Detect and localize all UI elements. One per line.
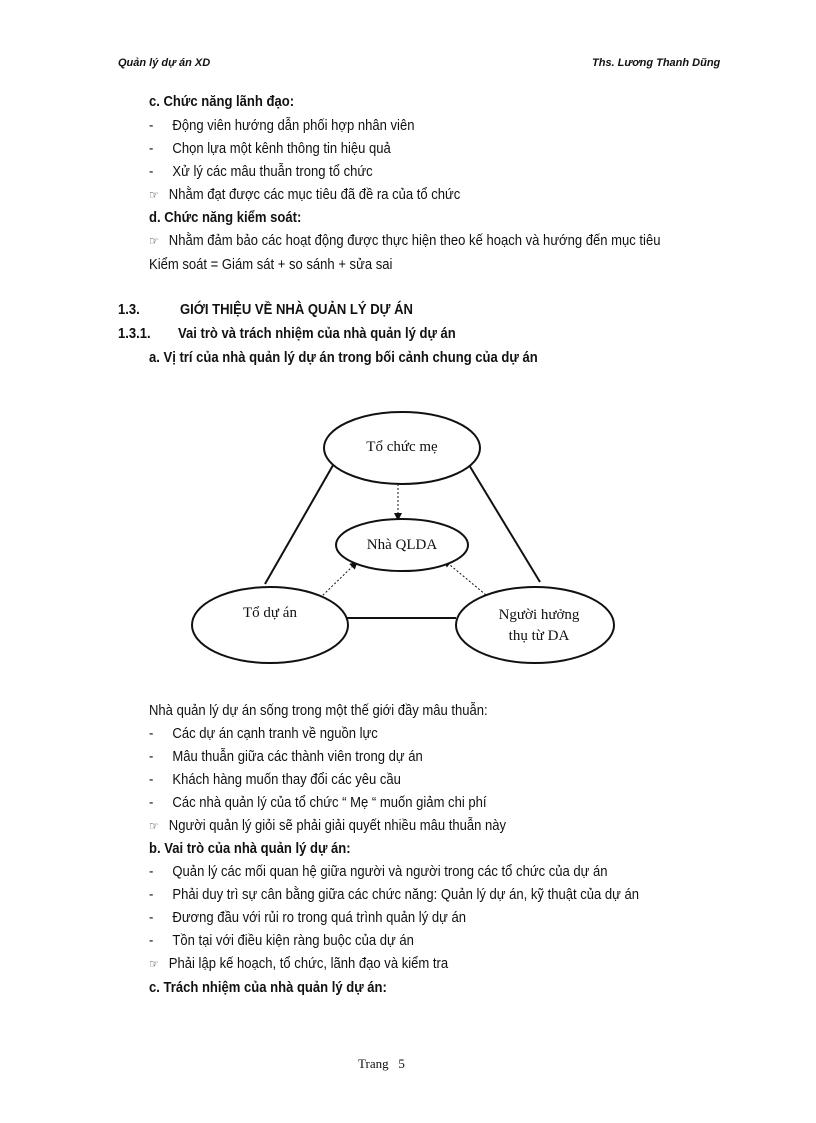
- pointing-hand-icon: ☞: [149, 819, 159, 833]
- list-item: - Mâu thuẫn giữa các thành viên trong dự án: [149, 749, 423, 765]
- node-project-manager-label: Nhà QLDA: [366, 537, 438, 553]
- edge-top-right: [466, 460, 540, 582]
- header-left: Quản lý dự án XD: [118, 57, 211, 69]
- list-item: - Đương đầu với rủi ro trong quá trình quản lý dự án: [149, 910, 466, 926]
- section-1-3-1-number: 1.3.1.: [118, 326, 151, 342]
- dash-bullet: -: [149, 726, 154, 742]
- section-a-title: a. Vị trí của nhà quản lý dự án trong bối cảnh chung của dự án: [149, 350, 538, 366]
- pointing-hand-icon: ☞: [149, 234, 159, 248]
- node-beneficiary: [456, 587, 614, 663]
- page-label: Trang: [358, 1056, 389, 1071]
- dash-bullet: -: [149, 933, 154, 949]
- note-line: ☞ Phải lập kế hoạch, tổ chức, lãnh đạo và kiểm tra: [149, 956, 449, 972]
- page-number: 5: [398, 1056, 405, 1071]
- dash-bullet: -: [149, 141, 154, 157]
- list-item: - Chọn lựa một kênh thông tin hiệu quả: [149, 141, 391, 157]
- section-c-responsibility-title: c. Trách nhiệm của nhà quản lý dự án:: [149, 980, 387, 996]
- node-project-team-label: Tổ dự án: [243, 605, 297, 621]
- section-c-leadership-title: c. Chức năng lãnh đạo:: [149, 94, 295, 110]
- section-1-3-title: GIỚI THIỆU VỀ NHÀ QUẢN LÝ DỰ ÁN: [180, 302, 413, 318]
- list-item: - Tồn tại với điều kiện ràng buộc của dự án: [149, 933, 414, 949]
- section-1-3-number: 1.3.: [118, 302, 140, 318]
- conflict-intro: Nhà quản lý dự án sống trong một thế giới đầy mâu thuẫn:: [149, 703, 488, 719]
- note-line: ☞ Người quản lý giỏi sẽ phải giải quyết nhiều mâu thuẫn này: [149, 818, 507, 834]
- dash-bullet: -: [149, 864, 154, 880]
- section-1-3-1-title: Vai trò và trách nhiệm của nhà quản lý dự án: [178, 326, 456, 342]
- arrow-right-to-center: [444, 560, 492, 600]
- dash-bullet: -: [149, 910, 154, 926]
- control-formula: Kiểm soát = Giám sát + so sánh + sửa sai: [149, 257, 393, 273]
- list-item: - Khách hàng muốn thay đổi các yêu cầu: [149, 772, 401, 788]
- list-item: - Động viên hướng dẫn phối hợp nhân viên: [149, 118, 415, 134]
- dash-bullet: -: [149, 795, 154, 811]
- note-line: ☞ Nhằm đạt được các mục tiêu đã đề ra của tổ chức: [149, 187, 461, 203]
- dash-bullet: -: [149, 164, 154, 180]
- page-footer: [358, 1056, 405, 1072]
- list-item: - Quản lý các mối quan hệ giữa người và người trong các tổ chức của dự án: [149, 864, 608, 880]
- dash-bullet: -: [149, 887, 154, 903]
- pointing-hand-icon: ☞: [149, 957, 159, 971]
- edge-top-left: [265, 460, 336, 584]
- node-beneficiary-label-line1: Người hưởng: [498, 607, 580, 623]
- section-b-role-title: b. Vai trò của nhà quản lý dự án:: [149, 841, 351, 857]
- list-item: - Các dự án cạnh tranh về nguồn lực: [149, 726, 378, 742]
- dash-bullet: -: [149, 749, 154, 765]
- list-item: - Phải duy trì sự cân bằng giữa các chức năng: Quản lý dự án, kỹ thuật của dự án: [149, 887, 640, 903]
- list-item: - Các nhà quản lý của tổ chức “ Mẹ “ muốn giảm chi phí: [149, 795, 487, 811]
- header-right: Ths. Lương Thanh Dũng: [592, 57, 721, 69]
- dash-bullet: -: [149, 772, 154, 788]
- note-line: ☞ Nhằm đảm bảo các hoạt động được thực hiện theo kế hoạch và hướng đến mục tiêu: [149, 233, 661, 249]
- node-project-team: [192, 587, 348, 663]
- list-item: - Xử lý các mâu thuẫn trong tổ chức: [149, 164, 373, 180]
- arrow-left-to-center: [320, 562, 357, 598]
- node-beneficiary-label-line2: thụ từ DA: [508, 628, 570, 644]
- section-d-control-title: d. Chức năng kiểm soát:: [149, 210, 302, 226]
- node-parent-org-label: Tổ chức mẹ: [366, 439, 438, 455]
- dash-bullet: -: [149, 118, 154, 134]
- pointing-hand-icon: ☞: [149, 188, 159, 202]
